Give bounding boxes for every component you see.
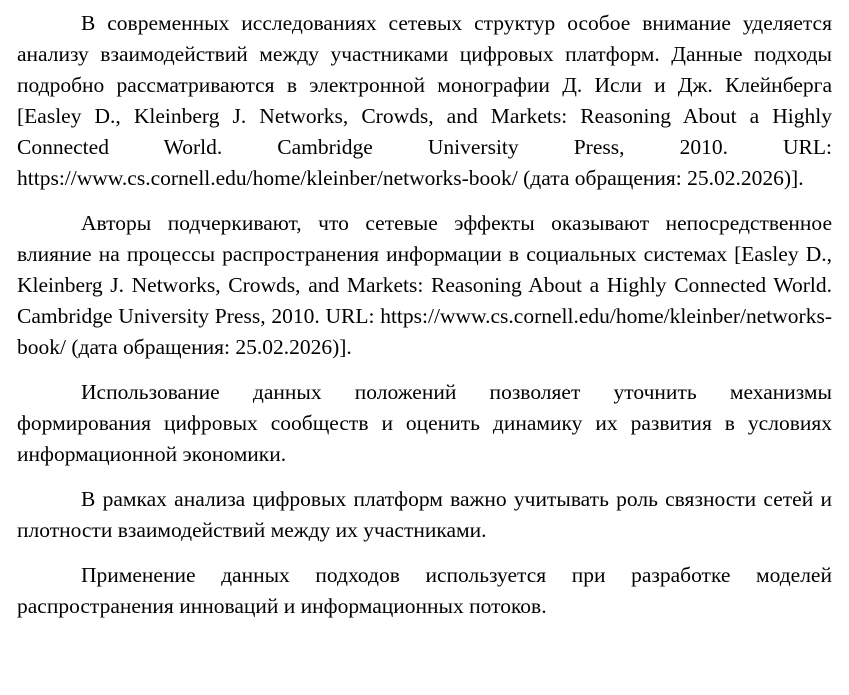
paragraph-1: В современных исследованиях сетевых структур особое внимание уделяется анализу взаимодействий между участниками цифровых платформ. Данные подходы подробно рассматриваются в электронной монографии Д. Исли и Дж. Клейнберга [Easley D., Kleinberg J. Networks, Crowds, and Markets: Reasoning About a Highly Connected World. Cambridge University Press, 2010. URL: https://www.cs.cornell.edu/home/kleinber/networks-book/ (дата обращения: 25.02.2026)]. — [17, 11, 832, 190]
paragraph-4: В рамках анализа цифровых платформ важно учитывать роль связности сетей и плотности взаимодействий между их участниками. — [17, 487, 832, 542]
paragraph-3: Использование данных положений позволяет уточнить механизмы формирования цифровых сообществ и оценить динамику их развития в условиях информационной экономики. — [17, 380, 832, 466]
paragraph-5: Применение данных подходов используется при разработке моделей распространения инноваций и информационных потоков. — [17, 563, 832, 618]
paragraph-2: Авторы подчеркивают, что сетевые эффекты оказывают непосредственное влияние на процессы распространения информации в социальных системах [Easley D., Kleinberg J. Networks, Crowds, and Markets: Reasoning About a Highly Connected World. Cambridge University Press, 2010. URL: https://www.cs.cornell.edu/home/kleinber/networks-book/ (дата обращения: 25.02.2026)]. — [17, 211, 832, 359]
document-text-body — [17, 8, 832, 622]
